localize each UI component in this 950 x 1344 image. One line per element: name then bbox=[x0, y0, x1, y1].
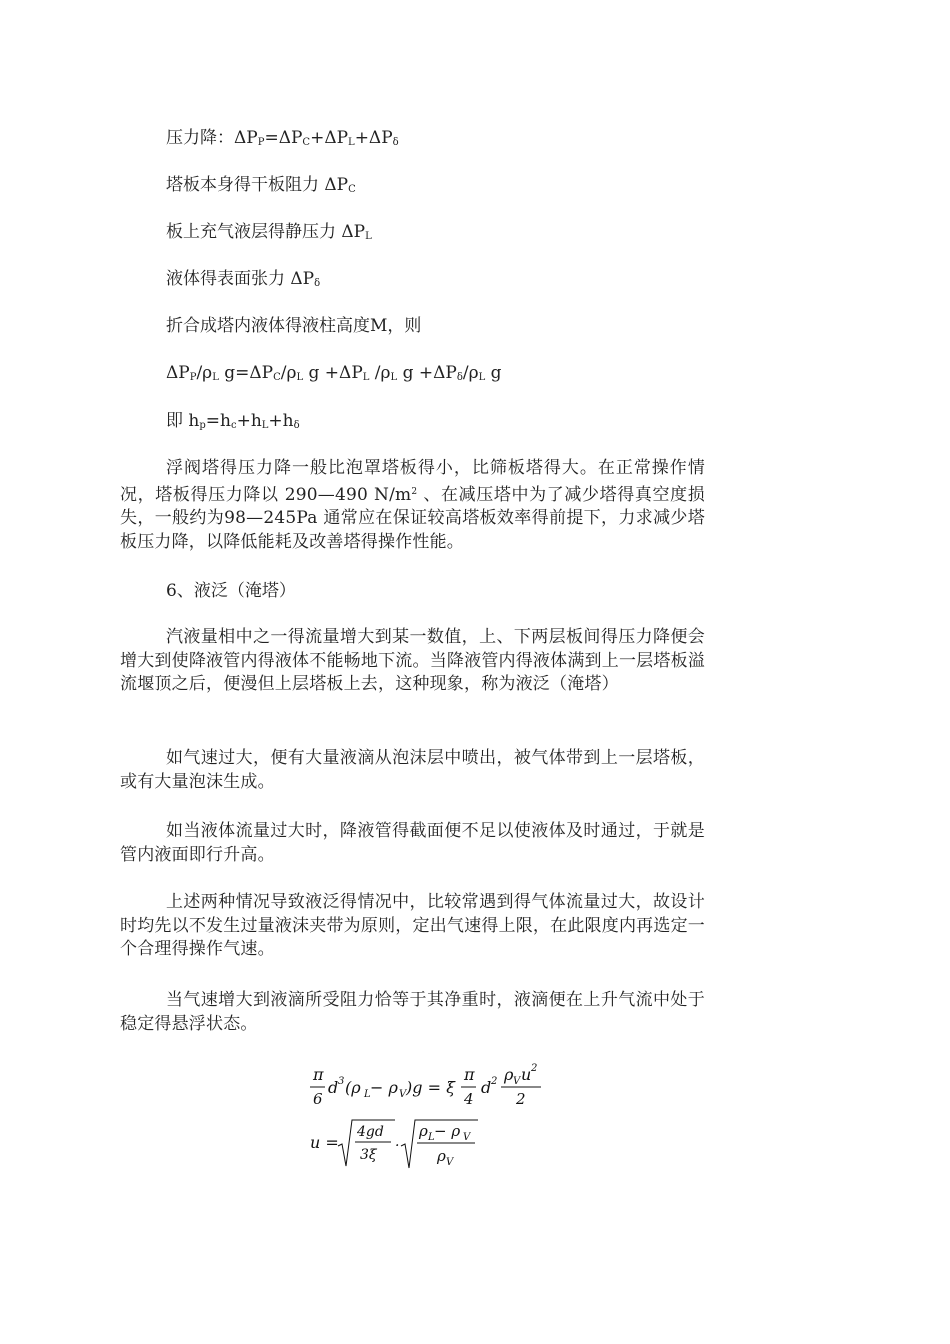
subscript: V bbox=[446, 1157, 454, 1168]
numerator: u bbox=[521, 1065, 532, 1084]
exponent: 2 bbox=[531, 1063, 538, 1074]
text: g=ΔP bbox=[218, 363, 274, 383]
pressure-drop-line bbox=[166, 128, 399, 153]
text: 6、液泛（淹塔） bbox=[166, 581, 296, 601]
subscript: L bbox=[478, 372, 486, 383]
exponent: 3 bbox=[338, 1076, 345, 1087]
subscript: C bbox=[348, 184, 356, 195]
exponent: 2 bbox=[491, 1076, 498, 1087]
superscript: 2 bbox=[411, 486, 418, 497]
convert-line bbox=[166, 316, 421, 336]
subscript: V bbox=[463, 1132, 471, 1143]
subscript: L bbox=[362, 372, 370, 383]
numerator: 4gd bbox=[357, 1124, 384, 1140]
dry-plate-line bbox=[166, 175, 356, 200]
subscript: C bbox=[302, 137, 311, 148]
denominator: 2 bbox=[516, 1090, 526, 1108]
text: +ΔP bbox=[354, 128, 393, 148]
subscript: p bbox=[199, 420, 206, 431]
denominator: 6 bbox=[313, 1090, 323, 1108]
text: g +ΔP bbox=[397, 363, 457, 383]
text: ΔP bbox=[166, 363, 190, 383]
text: 即 h bbox=[166, 411, 200, 431]
text: =ΔP bbox=[264, 128, 303, 148]
height-equation-line bbox=[166, 411, 300, 436]
subscript: V bbox=[399, 1089, 407, 1100]
subscript: δ bbox=[293, 420, 300, 431]
subscript: L bbox=[261, 420, 269, 431]
subscript: P bbox=[257, 137, 265, 148]
subscript: L bbox=[364, 1089, 371, 1100]
subscript: δ bbox=[456, 372, 463, 383]
numerator: ρ bbox=[419, 1122, 428, 1140]
subscript: C bbox=[273, 372, 281, 383]
text: +ΔP bbox=[310, 128, 349, 148]
paragraph-design: 上述两种情况导致液泛得情况中，比较常遇到得气体流量过大，故设计时均先以不发生过量液沫夹带为原则，定出气速得上限，在此限度内再选定一个合理得操作气速。 bbox=[120, 892, 705, 959]
paragraph-pressure-drop bbox=[120, 457, 705, 554]
subscript: δ bbox=[392, 137, 399, 148]
subscript: δ bbox=[314, 278, 321, 289]
text: /ρ bbox=[369, 363, 391, 383]
text: g +ΔP bbox=[303, 363, 363, 383]
subscript: L bbox=[428, 1132, 435, 1143]
text: /ρ bbox=[462, 363, 479, 383]
numerator: ρ bbox=[504, 1065, 514, 1084]
text: /ρ bbox=[196, 363, 213, 383]
d-symbol: d bbox=[328, 1078, 339, 1097]
numerator: − ρ bbox=[434, 1122, 461, 1140]
text: 塔板本身得干板阻力 ΔP bbox=[166, 175, 349, 195]
text: 浮阀塔得压力降一般比泡罩塔板得小，比筛板塔得大。在正常操作情况，塔板得压力降以 290—490 N/m bbox=[120, 458, 705, 505]
text: 液体得表面张力 ΔP bbox=[166, 269, 315, 289]
surface-tension-line bbox=[166, 269, 320, 294]
subscript: L bbox=[390, 372, 398, 383]
rho-term: (ρ bbox=[345, 1078, 361, 1097]
u-term: u = bbox=[310, 1133, 339, 1152]
pi-symbol: π bbox=[464, 1065, 475, 1084]
denominator: 3ξ bbox=[360, 1147, 377, 1163]
denominator: 4 bbox=[464, 1090, 474, 1108]
d-symbol: d bbox=[481, 1078, 492, 1097]
text: g bbox=[485, 363, 502, 383]
subscript: L bbox=[212, 372, 219, 383]
text: 板上充气液层得静压力 ΔP bbox=[166, 222, 366, 242]
paragraph-gas-velocity: 如气速过大，便有大量液滴从泡沫层中喷出，被气体带到上一层塔板，或有大量泡沫生成。 bbox=[120, 748, 705, 792]
text: 折合成塔内液体得液柱高度M，则 bbox=[166, 316, 422, 336]
text: =h bbox=[205, 411, 231, 431]
paragraph-flooding: 汽液量相中之一得流量增大到某一数值，上、下两层板间得压力降便会增大到使降液管内得液体不能畅地下流。当降液管内得液体满到上一层塔板溢流堰顶之后，便漫但上层塔板上去，这种现象，称为液泛（淹塔） bbox=[120, 627, 705, 694]
text: 压力降：ΔP bbox=[166, 128, 258, 148]
subscript: L bbox=[348, 137, 355, 148]
static-pressure-line bbox=[166, 222, 372, 247]
text: +h bbox=[236, 411, 262, 431]
subscript: L bbox=[365, 231, 372, 242]
paragraph-liquid-flow: 如当液体流量过大时，降液管得截面便不足以使液体及时通过，于就是管内液面即行升高。 bbox=[120, 821, 705, 865]
rho-term: )g = ξ bbox=[406, 1078, 455, 1097]
dot: · bbox=[395, 1138, 400, 1154]
subscript: c bbox=[230, 420, 237, 431]
paragraph-suspension: 当气速增大到液滴所受阻力恰等于其净重时，液滴便在上升气流中处于稳定得悬浮状态。 bbox=[120, 990, 705, 1034]
subscript: V bbox=[513, 1076, 521, 1087]
suspension-formula bbox=[305, 1058, 565, 1178]
pi-symbol: π bbox=[313, 1065, 324, 1084]
equation-line bbox=[166, 363, 502, 388]
rho-term: − ρ bbox=[370, 1078, 398, 1097]
text: 、在减压塔中为了减少塔得真空度损失，一般约为98—245Pa 通常应在保证较高塔板效率得前提下，力求减少塔板压力降，以降低能耗及改善塔得操作性能。 bbox=[120, 484, 705, 552]
subscript: L bbox=[296, 372, 304, 383]
text: +h bbox=[268, 411, 294, 431]
denominator: ρ bbox=[437, 1147, 446, 1165]
text: /ρ bbox=[280, 363, 297, 383]
subscript: P bbox=[189, 372, 197, 383]
section-heading bbox=[166, 581, 296, 601]
